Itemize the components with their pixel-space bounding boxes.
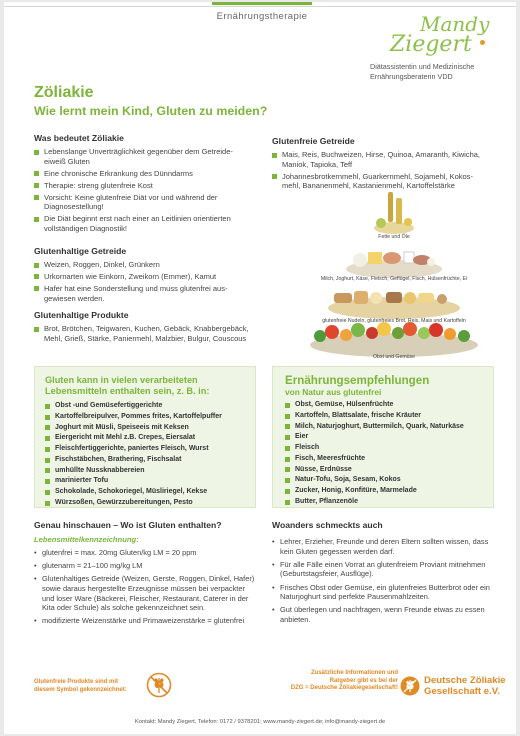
list-item: Eiergericht mit Mehl z.B. Crepes, Eiersalat (45, 434, 245, 443)
hidden-gluten-heading-2: Lebensmitteln enthalten sein, z. B. in: (45, 385, 210, 396)
list-item: • Gut überlegen und nachfragen, wenn Freunde etwas zu essen anbieten. (272, 605, 494, 624)
recommendations-box (272, 366, 494, 508)
gluten-grains-heading: Glutenhaltige Getreide (34, 246, 127, 256)
crossed-grain-icon (146, 672, 172, 698)
list-item: Johannesbrotkernmehl, Guarkernmehl, Sojamehl, Kokosmehl, Bananenmehl, Kastanienmehl, Kartoffelstärke (272, 172, 488, 191)
list-item: Milch, Naturjoghurt, Buttermilch, Quark, Naturkäse (285, 423, 483, 432)
list-item: Eine chronische Erkrankung des Dünndarms (34, 169, 250, 179)
logo-last-name: Ziegert (390, 32, 472, 57)
hidden-gluten-heading-1: Gluten kann in vielen verarbeiteten (45, 375, 198, 385)
dzg-name-line-1: Deutsche Zöliakie (424, 675, 506, 686)
what-section (34, 133, 250, 236)
symbol-note-line-1: Glutenfreie Produkte sind mit (34, 679, 119, 685)
food-pyramid-image (304, 190, 484, 362)
hidden-gluten-box (34, 366, 256, 508)
list-item: • Lehrer, Erzieher, Freunde und deren Eltern sollten wissen, dass kein Gluten gegessen werden darf. (272, 537, 494, 556)
list-item: Vorsicht: Keine glutenfreie Diät vor und während der Diagnosestellung! (34, 193, 250, 212)
logo-dot (480, 40, 485, 45)
gluten-products-list (34, 324, 250, 343)
recommendations-heading: Ernährungsempfehlungen (285, 374, 430, 387)
symbol-note-line-2: diesem Symbol gekennzeichnet: (34, 686, 127, 693)
pyramid-label-starch: glutenfreie Nudeln, glutenfreies Brot, Reis, Mais und Kartoffeln (322, 318, 466, 324)
elsewhere-section (272, 520, 494, 628)
list-item: Weizen, Roggen, Dinkel, Grünkern (34, 260, 250, 270)
list-item: Kartoffelbreipulver, Pommes frites, Kartoffelpuffer (45, 413, 245, 422)
list-item: Würzsoßen, Gewürzzubereitungen, Pesto (45, 499, 245, 508)
header-accent-bar (212, 2, 312, 5)
gluten-products-section (34, 310, 250, 346)
list-item: Obst, Gemüse, Hülsenfrüchte (285, 401, 483, 410)
list-item: • modifizierte Weizenstärke und Primaweizenstärke = glutenfrei (34, 616, 256, 626)
gluten-grains-list (34, 260, 250, 303)
pyramid-label-fats: Fette und Öle (378, 234, 410, 240)
list-item: Hafer hat eine Sonderstellung und muss glutenfrei ausgewiesen werden. (34, 284, 250, 303)
list-item: Eier (285, 433, 483, 442)
list-item: umhüllte Nussknabbereien (45, 467, 245, 476)
list-item: Natur-Tofu, Soja, Sesam, Kokos (285, 476, 483, 485)
dzg-logo-icon (400, 676, 420, 696)
list-item: Nüsse, Erdnüsse (285, 466, 483, 475)
page-title: Zöliakie (34, 84, 94, 101)
pyramid-label-protein: Milch, Joghurt, Käse, Fleisch, Geflügel, Fisch, Hülsenfrüchte, Ei (320, 276, 468, 282)
list-item: Butter, Pflanzenöle (285, 498, 483, 507)
list-item: Die Diät beginnt erst nach einer an Leitlinien orientierten vollständigen Diagnostik! (34, 214, 250, 233)
header-divider (4, 6, 516, 7)
labeling-heading: Genau hinschauen – Wo ist Gluten enthalten? (34, 520, 222, 530)
gf-grains-section (272, 136, 488, 193)
elsewhere-list (272, 537, 494, 625)
pyramid-label-fruit-veg: Obst und Gemüse (372, 354, 416, 360)
list-item: • Für alle Fälle einen Vorrat an glutenfreiem Proviant mitnehmen (Geburtstagsfeier, Ausflüge). (272, 560, 494, 579)
list-item: marinierter Tofu (45, 477, 245, 486)
labeling-label: Lebensmittelkennzeichnung: (34, 535, 139, 544)
list-item: Zucker, Honig, Konfitüre, Marmelade (285, 487, 483, 496)
labeling-list (34, 548, 256, 626)
list-item: Mais, Reis, Buchweizen, Hirse, Quinoa, Amaranth, Kiwicha, Maniok, Tapioka, Teff (272, 150, 488, 169)
logo (344, 12, 512, 62)
gf-grains-heading: Glutenfreie Getreide (272, 136, 355, 146)
subtitle-line-1: Diätassistentin und Medizinische (370, 62, 475, 71)
gluten-grains-section (34, 246, 250, 306)
dzg-note (280, 670, 398, 693)
dzg-note-line-3: DZG = Deutsche Zöliakiegesellschaft! (290, 685, 398, 692)
hidden-gluten-list (45, 402, 245, 508)
list-item: Therapie: streng glutenfreie Kost (34, 181, 250, 191)
list-item: Joghurt mit Müsli, Speiseeis mit Keksen (45, 424, 245, 433)
logo-first-name: Mandy (420, 12, 490, 36)
what-heading: Was bedeutet Zöliakie (34, 133, 124, 143)
info-sheet (4, 2, 516, 734)
author-subtitle (370, 62, 510, 81)
dzg-note-line-1: Zusätzliche Informationen und (310, 670, 398, 676)
section-label: Ernährungstherapie (216, 11, 308, 22)
recommendations-list (285, 401, 483, 507)
list-item: • glutenarm = 21–100 mg/kg LM (34, 561, 256, 571)
list-item: Fisch, Meeresfrüchte (285, 455, 483, 464)
dzg-name-line-2: Gesellschaft e.V. (424, 686, 500, 697)
what-list (34, 147, 250, 233)
gluten-products-heading: Glutenhaltige Produkte (34, 310, 129, 320)
list-item: Obst -und Gemüsefertiggerichte (45, 402, 245, 411)
list-item: Schokolade, Schokoriegel, Müsliriegel, Kekse (45, 488, 245, 497)
symbol-note (34, 679, 144, 694)
labeling-section (34, 520, 256, 630)
list-item: Lebenslange Unverträglichkeit gegenüber dem Getreideeiweiß Gluten (34, 147, 250, 166)
gf-grains-list (272, 150, 488, 191)
subtitle-line-2: Ernährungsberaterin VDD (370, 71, 453, 81)
list-item: Fleischfertiggerichte, paniertes Fleisch, Wurst (45, 445, 245, 454)
list-item: Kartoffeln, Blattsalate, frische Kräuter (285, 412, 483, 421)
list-item: Urkornarten wie Einkorn, Zweikorn (Emmer), Kamut (34, 272, 250, 282)
dzg-note-line-2: Ratgeber gibt es bei der (329, 677, 398, 684)
list-item: • Glutenhaltiges Getreide (Weizen, Gerste, Roggen, Dinkel, Hafer) sowie daraus hergestellte Erzeugnisse müssen bei verpackter und loser Ware (Bäckerei, Fleischer, Restaurant, Caterer in der Kita oder Schule) als solche gekennzeichnet sein. (34, 574, 256, 612)
page-subtitle: Wie lernt mein Kind, Gluten zu meiden? (34, 104, 268, 118)
list-item: Fischstäbchen, Brathering, Fischsalat (45, 456, 245, 465)
contact-line: Kontakt: Mandy Ziegert, Telefon: 0172 / 9378201; www.mandy-ziegert.de; info@mandy-ziegert.de (134, 719, 386, 725)
list-item: • glutenfrei = max. 20mg Gluten/kg LM = 20 ppm (34, 548, 256, 558)
recommendations-subheading: von Natur aus glutenfrei (285, 387, 382, 397)
dzg-logo-text (424, 675, 514, 697)
elsewhere-heading: Woanders schmeckts auch (272, 520, 383, 530)
list-item: Fleisch (285, 444, 483, 453)
list-item: Brot, Brötchen, Teigwaren, Kuchen, Gebäck, Knabbergebäck, Mehl, Grieß, Stärke, Paniermehl, Malzbier, Bulgur, Couscous (34, 324, 250, 343)
list-item: • Frisches Obst oder Gemüse, ein glutenfreies Butterbrot oder ein Naturjoghurt sind perfekte Pausenmahlzeiten. (272, 583, 494, 602)
